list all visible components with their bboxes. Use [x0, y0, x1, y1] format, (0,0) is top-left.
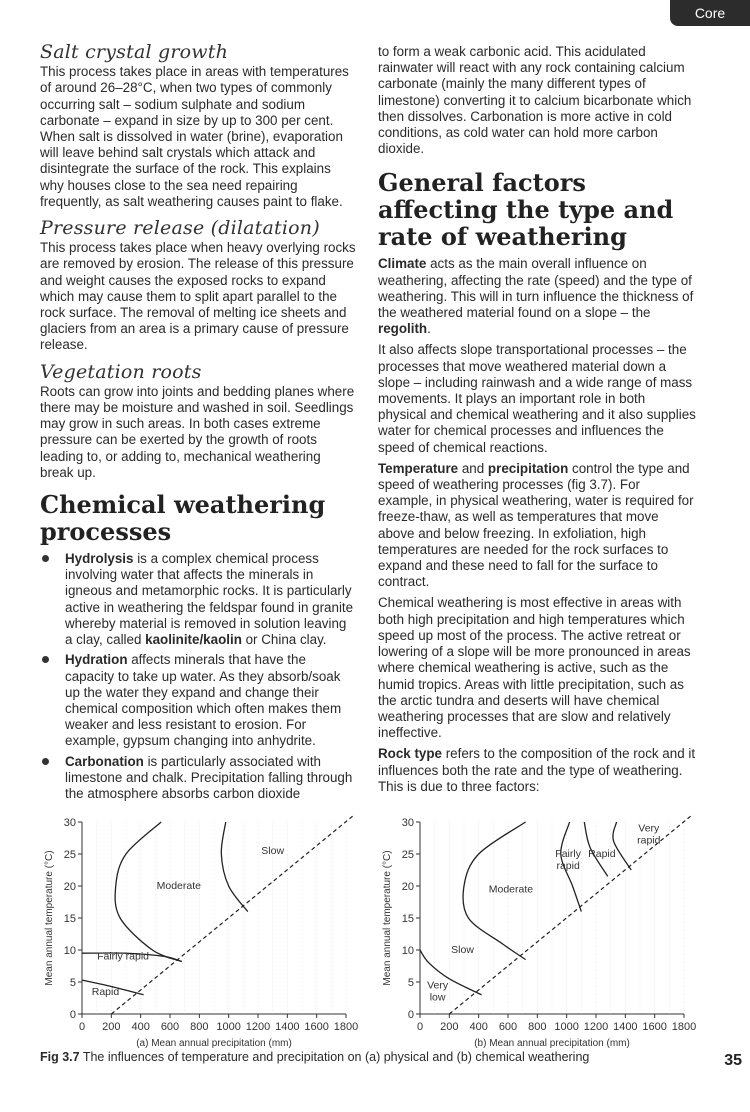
region-label-line2: low [429, 991, 446, 1004]
climate-term: Climate [378, 256, 427, 272]
hydration-term: Hydration [65, 652, 128, 668]
hydrolysis-text-end: or China clay. [241, 632, 327, 648]
y-axis-label: Mean annual temperature (°C) [44, 850, 55, 986]
climate-paragraph [378, 256, 696, 337]
hydrolysis-term: Hydrolysis [65, 551, 134, 567]
x-tick-label: 400 [131, 1021, 150, 1033]
x-tick-label: 200 [102, 1021, 121, 1033]
regolith-end: . [427, 321, 431, 337]
x-tick-label: 600 [160, 1021, 180, 1033]
y-tick-label: 30 [63, 817, 76, 829]
x-tick-label: 1000 [554, 1021, 579, 1033]
temperature-term: Temperature [378, 460, 459, 476]
x-tick-label: 1600 [642, 1021, 667, 1033]
region-boundary-curve [613, 822, 631, 870]
hydration-text: affects minerals that have the capacity to take up water. As they absorb/soak up the water they expand and change their chemical composition which often makes them weaker and less resistant to erosion. For example, gypsum changing into anhydrite. [65, 652, 342, 749]
y-tick-label: 10 [63, 945, 76, 957]
y-tick-label: 15 [63, 913, 76, 925]
chart-physical-weathering [40, 808, 370, 1049]
x-tick-label: 1200 [245, 1021, 271, 1033]
x-tick-label: 1800 [333, 1021, 359, 1033]
region-label-line2: rapid [556, 860, 580, 873]
pressure-release-heading: Pressure release (dilatation) [40, 217, 320, 240]
x-tick-label: 400 [469, 1021, 488, 1033]
y-tick-label: 25 [401, 849, 414, 861]
region-label: Slow [451, 944, 474, 957]
bullet-icon [42, 555, 49, 562]
region-label: Rapid [588, 848, 616, 861]
precipitation-term: precipitation [487, 460, 569, 476]
region-label: Moderate [156, 880, 201, 893]
x-tick-label: 600 [498, 1021, 518, 1033]
temperature-text: control the type and speed of weathering processes (fig 3.7). For example, in physical weathering, water is required for freeze-thaw, as well as temperatures that move above and below freezing. In exfoliation, high temperatures are needed for the rock surfaces to expand and these need to fall for the surface to contract. [378, 460, 694, 590]
region-label: Moderate [488, 883, 534, 896]
hydrolysis-text: is a complex chemical process involving water that affects the minerals in igneous and metamorphic rocks. It is particularly active in weathering the feldspar found in granite whereby material is removed in solution leaving a clay, called [65, 551, 354, 648]
figure-3-7 [40, 808, 720, 1049]
rock-type-term: Rock type [378, 746, 442, 762]
x-tick-label: 200 [440, 1021, 459, 1033]
y-tick-label: 10 [401, 945, 414, 957]
region-label: Fairly [555, 848, 581, 861]
x-axis-label: (a) Mean annual precipitation (mm) [136, 1038, 292, 1049]
region-label: Fairly rapid [97, 950, 150, 963]
bullet-icon [42, 656, 49, 663]
region-label: Rapid [91, 985, 120, 998]
x-tick-label: 1800 [671, 1021, 697, 1033]
chemical-process-list [40, 551, 357, 802]
carbonation-term: Carbonation [65, 753, 144, 769]
vegetation-roots-text: Roots can grow into joints and bedding planes where there may be moisture and washed in soil. Seedlings may grow in such areas. In both cases extreme pressure can be exerted by the growth of roots leading to, or adding to, mechanical weathering break up. [40, 383, 355, 480]
carbonation-continued: to form a weak carbonic acid. This acidulated rainwater will react with any rock containing calcium carbonate (mainly the many different types of limestone) converting it to calcium bicarbonate which then dissolves. Carbonation is more active in cold conditions, as cold water can hold more carbon dioxide. [378, 44, 692, 157]
regolith-term: regolith [378, 321, 428, 337]
list-item-carbonation [40, 754, 357, 803]
region-label: Slow [261, 845, 285, 857]
core-tab: Core [670, 0, 750, 26]
y-tick-label: 20 [63, 881, 76, 893]
rock-type-text: refers to the composition of the rock and it influences both the rate and the type of weathering. This is due to three factors: [378, 746, 696, 794]
pressure-release-text: This process takes place when heavy overlying rocks are removed by erosion. The release of this pressure and weight causes the exposed rocks to expand which may cause them to split apart parallel to the rock surface. The removal of melting ice sheets and glaciers from an area is a primary cause of pressure release. [40, 240, 356, 353]
carbonation-text: is particularly associated with limestone and chalk. Precipitation falling through the atmosphere absorbs carbon dioxide [65, 753, 353, 801]
left-column [40, 40, 357, 806]
x-tick-label: 1400 [613, 1021, 638, 1033]
x-tick-label: 800 [528, 1021, 547, 1033]
y-tick-label: 0 [407, 1009, 414, 1021]
y-tick-label: 5 [407, 977, 414, 989]
kaolinite-term: kaolinite/kaolin [145, 632, 242, 648]
chart-chemical-weathering [378, 808, 708, 1049]
salt-crystal-text: This process takes place in areas with temperatures of around 26–28°C, when two types of commonly occurring salt – sodium sulphate and sodium carbonate – expand in size by up to 300 per cent. When salt is dissolved in water (brine), evaporation will leave behind salt crystals which attack and disintegrate the surface of the rock. This explains why houses close to the sea need repairing frequently, as salt weathering causes paint to flake. [40, 64, 349, 209]
x-tick-label: 800 [190, 1021, 209, 1033]
figure-caption [40, 1050, 589, 1064]
figure-caption-label: Fig 3.7 [40, 1050, 80, 1064]
x-tick-label: 1200 [583, 1021, 609, 1033]
list-item-hydration [40, 652, 357, 749]
list-item-hydrolysis [40, 551, 357, 648]
y-tick-label: 30 [401, 817, 414, 829]
chemical-weathering-heading: Chemical weathering processes [40, 490, 326, 547]
temperature-paragraph [378, 461, 696, 591]
x-tick-label: 0 [416, 1021, 424, 1033]
y-tick-label: 25 [63, 849, 76, 861]
region-label-line2: rapid [637, 834, 661, 847]
page-number: 35 [724, 1052, 742, 1069]
climate-text: acts as the main overall influence on weathering, affecting the rate (speed) and the type of weathering. This will in turn influence the thickness of the weathered material found on a slope – the [378, 256, 694, 321]
slope-paragraph: It also affects slope transportational processes – the processes that move weathered material down a slope – including rainwash and a wide range of mass movements. It plays an important role in both physical and chemical weathering and it also supplies water for chemical processes and influences the speed of chemical reactions. [378, 342, 696, 455]
figure-caption-text: The influences of temperature and precipitation on (a) physical and (b) chemical weathering [79, 1050, 590, 1064]
y-tick-label: 5 [69, 977, 76, 989]
x-tick-label: 1000 [216, 1021, 241, 1033]
chemical-effect-paragraph: Chemical weathering is most effective in areas with both high precipitation and high temperatures which speed up most of the process. The active retreat or lowering of a slope will be more pronounced in areas where chemical weathering is active, such as the humid tropics. Areas with little precipitation, such as the arctic tundra and deserts will have chemical weathering processes that are slow and relatively ineffective. [378, 595, 691, 741]
bullet-icon [42, 758, 49, 765]
salt-crystal-heading: Salt crystal growth [40, 41, 229, 63]
y-tick-label: 15 [401, 913, 414, 925]
general-factors-heading: General factors affecting the type and rate of weathering [378, 168, 674, 252]
and-word: and [458, 460, 488, 476]
x-axis-label: (b) Mean annual precipitation (mm) [474, 1038, 630, 1049]
rock-type-paragraph [378, 746, 696, 795]
x-tick-label: 1600 [304, 1021, 329, 1033]
y-tick-label: 20 [401, 881, 414, 893]
y-axis-label: Mean annual temperature (°C) [382, 850, 393, 986]
x-tick-label: 0 [78, 1021, 86, 1033]
vegetation-roots-heading: Vegetation roots [40, 360, 202, 383]
region-label: Very [427, 979, 449, 992]
right-column [378, 44, 696, 800]
region-boundary-curve [221, 822, 247, 912]
y-tick-label: 0 [69, 1009, 76, 1021]
region-label: Very [638, 822, 660, 835]
x-tick-label: 1400 [275, 1021, 300, 1033]
dashed-boundary-line [111, 816, 353, 1014]
